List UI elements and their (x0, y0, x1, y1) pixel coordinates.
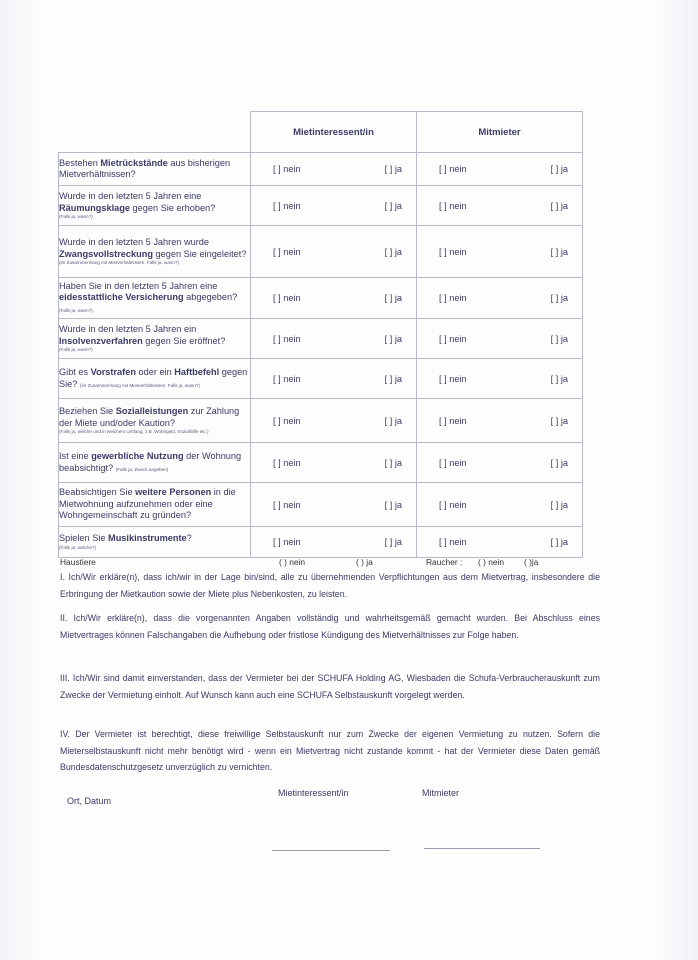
table-row (59, 483, 583, 527)
table-row (59, 443, 583, 483)
answer-cell-applicant (251, 527, 417, 558)
raucher-ja-option[interactable]: ( )ja (524, 557, 539, 567)
answer-cell-applicant (251, 443, 417, 483)
question-cell: Wurde in den letzten 5 Jahren wurde Zwangsvollstreckung gegen Sie eingeleitet? (im Zusammenhang mit Mietverhältnissen. Falls ja, wann?) (59, 226, 251, 278)
declaration-paragraph-4: IV. Der Vermieter ist berechtigt, diese freiwillige Selbstauskunft nur zum Zwecke der eigenen Vermietung zu nutzen. Sofern die Mieterselbstauskunft nicht mehr benötigt wird - wenn ein Mietvertrag nicht zustande kommt - hat der Vermieter diese Daten gemäß Bundesdatenschutzgesetz unverzüglich zu vernichten. (60, 729, 600, 772)
checkbox-nein[interactable]: [ ] nein (439, 164, 467, 174)
raucher-label: Raucher : (426, 557, 463, 567)
checkbox-nein[interactable]: [ ] nein (273, 415, 301, 426)
question-cell: Wurde in den letzten 5 Jahren eine Räumungsklage gegen Sie erhoben? (Falls ja, wann?) (59, 186, 251, 226)
answer-cell-cotenant (417, 483, 583, 527)
haustiere-ja-option[interactable]: ( ) ja (356, 557, 373, 567)
checkbox-nein[interactable]: [ ] nein (273, 333, 301, 344)
checkbox-nein[interactable]: [ ] nein (439, 499, 467, 510)
question-cell: Beabsichtigen Sie weitere Personen in die Mietwohnung aufzunehmen oder eine Wohngemeinschaft zu gründen? (59, 483, 251, 527)
checkbox-ja[interactable]: [ ] ja (550, 415, 568, 426)
checkbox-ja[interactable]: [ ] ja (550, 537, 568, 547)
declaration-paragraph-1: I. Ich/Wir erkläre(n), dass ich/wir in der Lage bin/sind, alle zu übernehmenden Verpflichtungen aus dem Mietvertrag, insbesondere die Erbringung der Mietkaution sowie der Miete plus Nebenkosten, zu leisten. (60, 572, 600, 599)
table-row (59, 399, 583, 443)
answer-cell-applicant (251, 319, 417, 359)
checkbox-ja[interactable]: [ ] ja (550, 457, 568, 468)
checkbox-ja[interactable]: [ ] ja (384, 537, 402, 547)
checkbox-nein[interactable]: [ ] nein (439, 293, 467, 303)
checkbox-nein[interactable]: [ ] nein (273, 293, 301, 303)
question-cell: Gibt es Vorstrafen oder ein Haftbefehl gegen Sie? (im Zusammenhang mit Mietverhältnissen. Falls ja, wann?) (59, 359, 251, 399)
declaration-paragraph-3: III. Ich/Wir sind damit einverstanden, dass der Vermieter bei der SCHUFA Holding AG, Wiesbaden die Schufa-Verbraucherauskunft zum Zwecke der Vermietung einholt. Auf Wunsch kann auch eine SCHUFA Selbstauskunft vorgelegt werden. (60, 673, 600, 700)
answer-cell-cotenant (417, 527, 583, 558)
checkbox-ja[interactable]: [ ] ja (384, 499, 402, 510)
answer-cell-applicant (251, 399, 417, 443)
answer-cell-cotenant (417, 226, 583, 278)
raucher-nein-option[interactable]: ( ) nein (478, 557, 505, 567)
checkbox-ja[interactable]: [ ] ja (384, 457, 402, 468)
checkbox-ja[interactable]: [ ] ja (550, 164, 568, 174)
checkbox-nein[interactable]: [ ] nein (439, 457, 467, 468)
table-header-row (59, 112, 583, 153)
checkbox-ja[interactable]: [ ] ja (384, 293, 402, 303)
answer-cell-cotenant (417, 399, 583, 443)
checkbox-nein[interactable]: [ ] nein (273, 200, 301, 211)
table-row (59, 359, 583, 399)
mitmieter-signature-line[interactable] (424, 848, 540, 849)
checkbox-nein[interactable]: [ ] nein (439, 246, 467, 257)
declaration-paragraph-2: II. Ich/Wir erkläre(n), dass die vorgenannten Angaben vollständig und wahrheitsgemäß gemacht wurden. Bei Abschluss eines Mietvertrages können Falschangaben die Aufhebung oder fristlose Kündigung des Mietverhältnisses zur Folge haben. (60, 613, 600, 640)
checkbox-nein[interactable]: [ ] nein (439, 200, 467, 211)
table-row (59, 226, 583, 278)
question-cell: Beziehen Sie Sozialleistungen zur Zahlung der Miete und/oder Kaution? (Falls ja, welche und in welchem Umfang, z.B. Wohngeld, Sozialhilfe etc.) (59, 399, 251, 443)
checkbox-nein[interactable]: [ ] nein (273, 164, 301, 174)
header-mietinteressent: Mietinteressent/in (251, 112, 417, 153)
checkbox-ja[interactable]: [ ] ja (550, 246, 568, 257)
checkbox-nein[interactable]: [ ] nein (273, 457, 301, 468)
answer-cell-cotenant (417, 359, 583, 399)
question-cell: Wurde in den letzten 5 Jahren ein Insolvenzverfahren gegen Sie eröffnet? (Falls ja, wann?) (59, 319, 251, 359)
checkbox-ja[interactable]: [ ] ja (384, 200, 402, 211)
question-cell: Ist eine gewerbliche Nutzung der Wohnung beabsichtigt? (Falls ja, Zweck angeben) (59, 443, 251, 483)
table-row (59, 278, 583, 319)
answer-cell-applicant (251, 186, 417, 226)
ort-datum-label: Ort, Datum (67, 796, 112, 806)
table-row (59, 153, 583, 186)
answer-cell-cotenant (417, 278, 583, 319)
answer-cell-cotenant (417, 443, 583, 483)
checkbox-nein[interactable]: [ ] nein (439, 415, 467, 426)
answer-cell-applicant (251, 226, 417, 278)
question-cell: Bestehen Mietrückstände aus bisherigen Mietverhältnissen? (59, 153, 251, 186)
checkbox-ja[interactable]: [ ] ja (550, 200, 568, 211)
answer-cell-cotenant (417, 186, 583, 226)
answer-cell-applicant (251, 278, 417, 319)
checkbox-nein[interactable]: [ ] nein (439, 373, 467, 384)
header-mitmieter: Mitmieter (417, 112, 583, 153)
checkbox-nein[interactable]: [ ] nein (273, 246, 301, 257)
checkbox-ja[interactable]: [ ] ja (384, 246, 402, 257)
checkbox-nein[interactable]: [ ] nein (273, 373, 301, 384)
checkbox-ja[interactable]: [ ] ja (550, 333, 568, 344)
answer-cell-cotenant (417, 153, 583, 186)
checkbox-nein[interactable]: [ ] nein (439, 537, 467, 547)
mietinteressent-signature-label: Mietinteressent/in (278, 788, 349, 798)
header-blank-cell (59, 112, 251, 153)
question-cell: Spielen Sie Musikinstrumente? (Falls ja: welche?) (59, 527, 251, 558)
checkbox-ja[interactable]: [ ] ja (384, 415, 402, 426)
table-row (59, 319, 583, 359)
answer-cell-cotenant (417, 319, 583, 359)
table-row (59, 527, 583, 558)
checkbox-ja[interactable]: [ ] ja (384, 164, 402, 174)
answer-cell-applicant (251, 153, 417, 186)
checkbox-ja[interactable]: [ ] ja (550, 373, 568, 384)
question-cell: Haben Sie in den letzten 5 Jahren eine eidesstattliche Versicherung abgegeben? (Falls ja, wann?) (59, 278, 251, 319)
checkbox-nein[interactable]: [ ] nein (439, 333, 467, 344)
table-row (59, 186, 583, 226)
mietinteressent-signature-line[interactable] (272, 850, 390, 851)
checkbox-nein[interactable]: [ ] nein (273, 537, 301, 547)
checkbox-nein[interactable]: [ ] nein (273, 499, 301, 510)
checkbox-ja[interactable]: [ ] ja (384, 333, 402, 344)
haustiere-nein-option[interactable]: ( ) nein (279, 557, 306, 567)
checkbox-ja[interactable]: [ ] ja (550, 499, 568, 510)
answer-cell-applicant (251, 483, 417, 527)
checkbox-ja[interactable]: [ ] ja (384, 373, 402, 384)
self-disclosure-table (58, 111, 583, 558)
answer-cell-applicant (251, 359, 417, 399)
checkbox-ja[interactable]: [ ] ja (550, 293, 568, 303)
haustiere-label: Haustiere (60, 557, 96, 567)
mitmieter-signature-label: Mitmieter (422, 788, 460, 798)
